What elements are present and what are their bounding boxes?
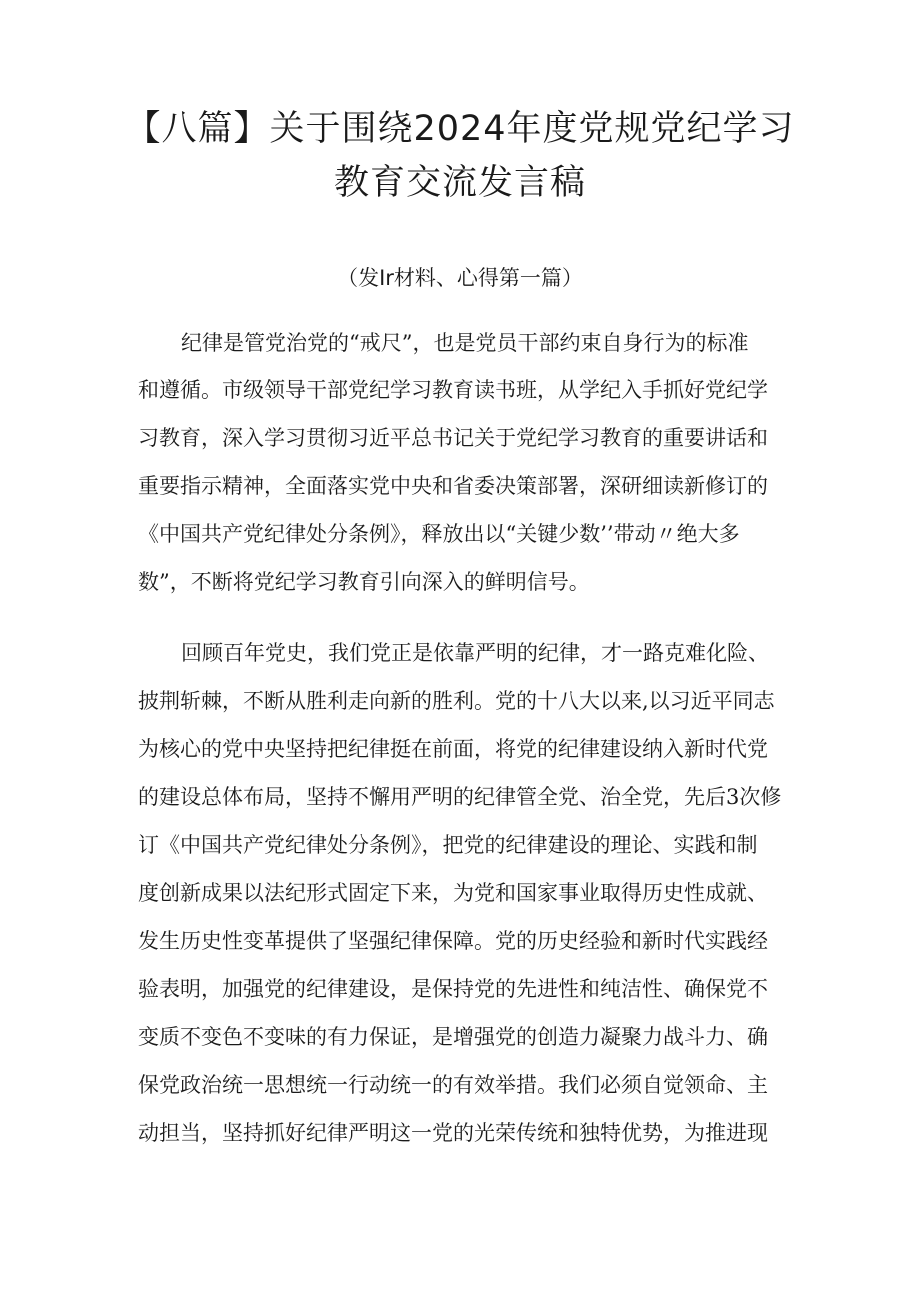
paragraph-2-line-4: 的建设总体布局，坚持不懈用严明的纪律管全党、治全党，先后3次修 [138,785,782,809]
paragraph-1-line-1: 纪律是管党治党的“戒尺”，也是党员干部约束自身行为的标准 [181,331,749,355]
paragraph-2-line-11: 动担当，坚持抓好纪律严明这一党的光荣传统和独特优势，为推进现 [138,1121,768,1145]
document-title-line-1: 【八篇】关于围绕2024年度党规党纪学习 [125,109,795,149]
paragraph-2-line-2: 披荆斩棘，不断从胜利走向新的胜利。党的十八大以来,以习近平同志 [138,689,775,713]
paragraph-1-line-4: 重要指示精神，全面落实党中央和省委决策部署，深研细读新修订的 [138,474,768,498]
paragraph-1-line-6: 数”，不断将党纪学习教育引向深入的鲜明信号。 [138,570,590,594]
paragraph-1-line-5: 《中国共产党纪律处分条例》，释放出以“关键少数’’带动〃绝大多 [138,522,740,546]
paragraph-2-line-8: 验表明，加强党的纪律建设，是保持党的先进性和纯洁性、确保党不 [138,977,768,1001]
paragraph-2-line-5: 订《中国共产党纪律处分条例》，把党的纪律建设的理论、实践和制 [138,833,758,857]
paragraph-2-line-7: 发生历史性变革提供了坚强纪律保障。党的历史经验和新时代实践经 [138,929,768,953]
paragraph-2-line-9: 变质不变色不变味的有力保证，是增强党的创造力凝聚力战斗力、确 [138,1025,768,1049]
document-subtitle: （发Ir材料、心得第一篇） [337,266,583,290]
document-title-line-2: 教育交流发言稿 [333,163,586,203]
paragraph-1-line-3: 习教育，深入学习贯彻习近平总书记关于党纪学习教育的重要讲话和 [138,426,768,450]
paragraph-2-line-10: 保党政治统一思想统一行动统一的有效举措。我们必须自觉领命、主 [138,1073,768,1097]
paragraph-2-line-3: 为核心的党中央坚持把纪律挺在前面，将党的纪律建设纳入新时代党 [138,737,768,761]
paragraph-2-line-1: 回顾百年党史，我们党正是依靠严明的纪律，才一路克难化险、 [181,641,769,665]
paragraph-2-line-6: 度创新成果以法纪形式固定下来，为党和国家事业取得历史性成就、 [138,881,768,905]
paragraph-1-line-2: 和遵循。市级领导干部党纪学习教育读书班，从学纪入手抓好党纪学 [138,378,768,402]
